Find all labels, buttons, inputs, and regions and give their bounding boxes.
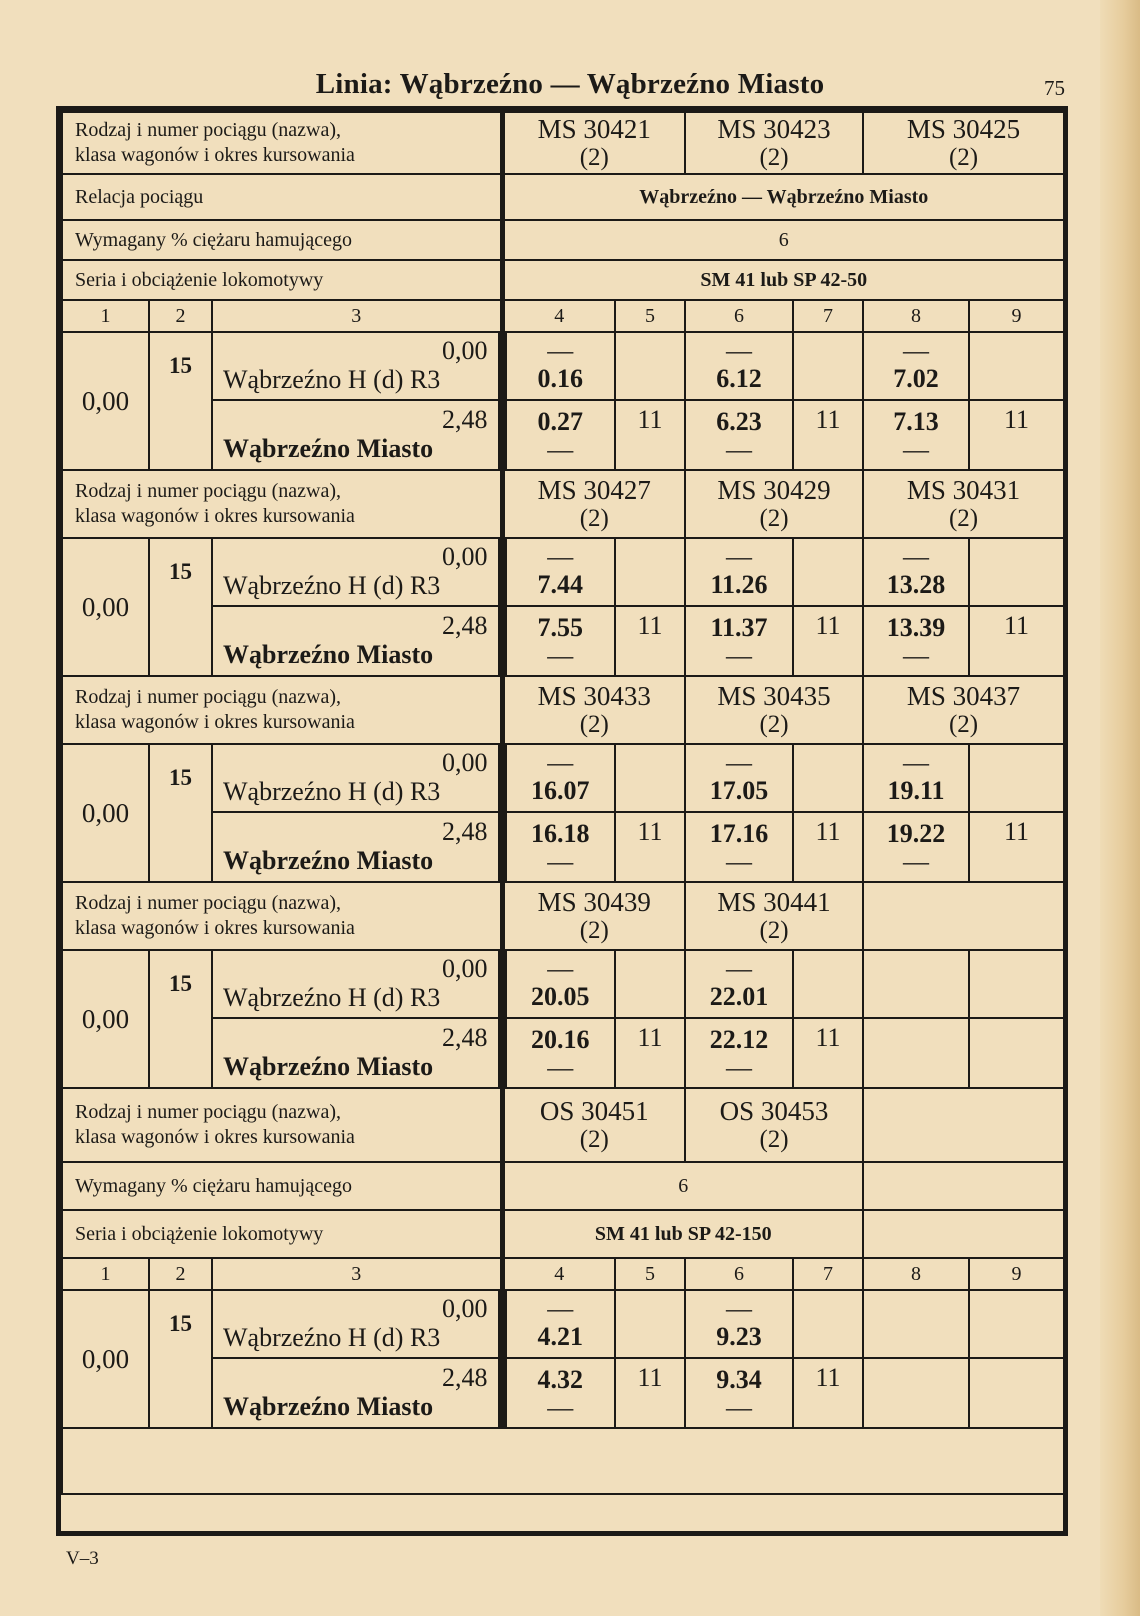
arrival-time-cell — [502, 812, 615, 882]
info-row — [62, 220, 1064, 260]
page-edge — [1100, 0, 1140, 1616]
station-origin — [212, 538, 502, 606]
train-class: (2) — [948, 711, 979, 738]
train-number-cell — [863, 676, 1064, 744]
column-number: 3 — [212, 1258, 502, 1290]
speed-limit: 15 — [149, 332, 212, 470]
dash-mark: — — [903, 641, 930, 670]
empty-cell — [863, 1210, 1064, 1258]
train-type-label — [62, 1088, 502, 1162]
station-km: 2,48 — [442, 1363, 488, 1392]
departure-time: 6.12 — [716, 364, 762, 393]
dash-mark: — — [547, 1294, 574, 1323]
departure-time-cell — [502, 950, 615, 1018]
departure-time: 7.44 — [537, 570, 584, 599]
train-class: (2) — [759, 1126, 789, 1153]
train-number: MS 30433 — [537, 681, 651, 711]
train-number-cell — [502, 882, 685, 950]
train-type-label — [62, 676, 502, 744]
train-class: (2) — [948, 144, 979, 171]
station-name: Wąbrzeźno H (d) R3 — [223, 365, 441, 394]
train-class: (2) — [579, 1126, 609, 1153]
column-number: 5 — [615, 300, 685, 332]
train-number: MS 30439 — [537, 887, 651, 917]
train-type-label-line-2: klasa wagonów i okres kursowania — [75, 917, 355, 939]
arrival-time-cell — [863, 812, 969, 882]
arrival-time: 7.13 — [893, 407, 939, 436]
dash-mark: — — [547, 748, 574, 777]
info-row — [62, 174, 1064, 220]
dash-mark: — — [726, 1053, 753, 1082]
dash-mark: — — [903, 748, 930, 777]
empty-cell — [863, 1162, 1064, 1210]
train-class: (2) — [948, 505, 979, 532]
stop-minutes: 11 — [793, 606, 863, 676]
station-name: Wąbrzeźno Miasto — [223, 846, 434, 875]
train-number: OS 30451 — [539, 1096, 649, 1126]
stop-minutes: 11 — [615, 1018, 685, 1088]
departure-time: 13.28 — [886, 570, 946, 599]
departure-time-cell — [685, 538, 793, 606]
info-label: Relacja pociągu — [62, 174, 502, 220]
column-number: 6 — [685, 300, 793, 332]
dash-mark: — — [903, 542, 930, 571]
empty-cell — [793, 332, 863, 400]
km-start: 0,00 — [62, 1290, 149, 1428]
empty-cell — [969, 1018, 1064, 1088]
dash-mark: — — [726, 641, 753, 670]
empty-cell — [969, 332, 1064, 400]
station-name: Wąbrzeźno H (d) R3 — [223, 1323, 441, 1352]
empty-cell — [969, 1290, 1064, 1358]
stop-minutes: 11 — [969, 400, 1064, 470]
km-start: 0,00 — [62, 538, 149, 676]
column-number: 6 — [685, 1258, 793, 1290]
arrival-time: 4.32 — [537, 1365, 584, 1394]
stop-minutes: 11 — [615, 812, 685, 882]
dash-mark: — — [547, 847, 574, 876]
arrival-time-cell — [685, 606, 793, 676]
train-type-label — [62, 112, 502, 174]
column-number-row — [62, 300, 1064, 332]
info-value: SM 41 lub SP 42-50 — [502, 260, 1064, 300]
page-title: Linia: Wąbrzeźno — Wąbrzeźno Miasto — [315, 68, 825, 100]
train-number: OS 30453 — [719, 1096, 829, 1126]
column-number: 8 — [863, 300, 969, 332]
station-destination — [212, 1358, 502, 1428]
train-number-cell — [685, 112, 863, 174]
train-number: MS 30421 — [537, 114, 651, 144]
station-km: 2,48 — [442, 405, 488, 434]
arrival-row — [62, 812, 1064, 882]
station-km: 2,48 — [442, 1023, 488, 1052]
arrival-time: 22.12 — [709, 1025, 769, 1054]
empty-cell — [793, 1290, 863, 1358]
station-name: Wąbrzeźno Miasto — [223, 640, 434, 669]
station-destination — [212, 400, 502, 470]
empty-cell — [863, 950, 969, 1018]
arrival-row — [62, 606, 1064, 676]
departure-time: 11.26 — [710, 570, 768, 599]
arrival-time-cell — [502, 1018, 615, 1088]
train-number: MS 30423 — [717, 114, 831, 144]
column-number: 4 — [502, 1258, 615, 1290]
info-value: Wąbrzeźno — Wąbrzeźno Miasto — [502, 174, 1064, 220]
train-type-label-line-1: Rodzaj i numer pociągu (nazwa), — [75, 1101, 342, 1123]
info-label: Seria i obciążenie lokomotywy — [62, 1210, 502, 1258]
arrival-time-cell — [863, 606, 969, 676]
arrival-time: 19.22 — [886, 819, 946, 848]
station-origin — [212, 1290, 502, 1358]
empty-cell — [615, 332, 685, 400]
dash-mark: — — [726, 748, 753, 777]
departure-time: 7.02 — [893, 364, 939, 393]
train-number-cell — [685, 470, 863, 538]
departure-time: 16.07 — [531, 776, 590, 805]
departure-time: 4.21 — [537, 1322, 584, 1351]
train-number: MS 30435 — [717, 681, 831, 711]
train-number-cell — [863, 112, 1064, 174]
dash-mark: — — [903, 847, 930, 876]
train-class: (2) — [759, 505, 789, 532]
departure-time: 19.11 — [887, 776, 945, 805]
train-type-label-line-2: klasa wagonów i okres kursowania — [75, 505, 355, 527]
station-km: 0,00 — [442, 954, 488, 983]
station-km: 0,00 — [442, 336, 488, 365]
timetable — [61, 111, 1065, 1495]
empty-cell — [615, 744, 685, 812]
speed-limit: 15 — [149, 744, 212, 882]
station-km: 0,00 — [442, 542, 488, 571]
train-number-cell — [863, 470, 1064, 538]
departure-row — [62, 744, 1064, 812]
departure-time-cell — [685, 1290, 793, 1358]
empty-cell — [793, 744, 863, 812]
arrival-time: 17.16 — [709, 819, 769, 848]
empty-cell — [615, 538, 685, 606]
station-destination — [212, 812, 502, 882]
train-class: (2) — [759, 917, 789, 944]
empty-cell — [793, 538, 863, 606]
column-number: 2 — [149, 1258, 212, 1290]
departure-time-cell — [863, 332, 969, 400]
departure-time: 0.16 — [537, 364, 584, 393]
train-number-cell — [685, 676, 863, 744]
station-name: Wąbrzeźno Miasto — [223, 434, 434, 463]
column-number-row — [62, 1258, 1064, 1290]
departure-time-cell — [502, 332, 615, 400]
departure-time: 20.05 — [531, 982, 590, 1011]
train-number-cell — [685, 882, 863, 950]
arrival-time: 7.55 — [537, 613, 584, 642]
arrival-time: 16.18 — [531, 819, 590, 848]
train-class: (2) — [579, 505, 609, 532]
arrival-time-cell — [685, 400, 793, 470]
station-name: Wąbrzeźno Miasto — [223, 1052, 434, 1081]
departure-time-cell — [502, 538, 615, 606]
station-name: Wąbrzeźno Miasto — [223, 1392, 434, 1421]
departure-time-cell — [863, 538, 969, 606]
train-type-label-line-1: Rodzaj i numer pociągu (nazwa), — [75, 480, 342, 502]
empty-cell — [969, 1358, 1064, 1428]
train-class: (2) — [759, 711, 789, 738]
stop-minutes: 11 — [969, 606, 1064, 676]
dash-mark: — — [547, 1393, 574, 1422]
train-type-label — [62, 470, 502, 538]
train-type-label-line-1: Rodzaj i numer pociągu (nazwa), — [75, 119, 342, 141]
column-number: 4 — [502, 300, 615, 332]
arrival-time-cell — [685, 1358, 793, 1428]
dash-mark: — — [903, 435, 930, 464]
departure-time-cell — [502, 1290, 615, 1358]
train-header-row — [62, 882, 1064, 950]
km-start: 0,00 — [62, 950, 149, 1088]
stop-minutes: 11 — [793, 1358, 863, 1428]
empty-cell — [863, 1088, 1064, 1162]
dash-mark: — — [547, 954, 574, 983]
arrival-time-cell — [502, 606, 615, 676]
train-type-label-line-2: klasa wagonów i okres kursowania — [75, 1126, 355, 1148]
station-km: 0,00 — [442, 748, 488, 777]
empty-cell — [863, 1018, 969, 1088]
empty-cell — [615, 1290, 685, 1358]
info-row — [62, 1210, 1064, 1258]
empty-cell — [863, 1358, 969, 1428]
station-destination — [212, 1018, 502, 1088]
dash-mark: — — [726, 542, 753, 571]
column-number: 8 — [863, 1258, 969, 1290]
arrival-time-cell — [502, 1358, 615, 1428]
train-number: MS 30427 — [537, 475, 651, 505]
empty-cell — [969, 744, 1064, 812]
footer-mark: V–3 — [66, 1548, 99, 1569]
arrival-time: 9.34 — [716, 1365, 762, 1394]
train-header-row — [62, 1088, 1064, 1162]
train-type-label-line-1: Rodzaj i numer pociągu (nazwa), — [75, 686, 342, 708]
dash-mark: — — [547, 542, 574, 571]
train-type-label-line-2: klasa wagonów i okres kursowania — [75, 144, 355, 166]
train-header-row — [62, 112, 1064, 174]
arrival-time-cell — [502, 400, 615, 470]
station-name: Wąbrzeźno H (d) R3 — [223, 571, 441, 600]
stop-minutes: 11 — [969, 812, 1064, 882]
arrival-time: 20.16 — [531, 1025, 590, 1054]
train-type-label-line-2: klasa wagonów i okres kursowania — [75, 711, 355, 733]
arrival-time: 0.27 — [537, 407, 584, 436]
column-number: 7 — [793, 1258, 863, 1290]
station-destination — [212, 606, 502, 676]
stop-minutes: 11 — [615, 1358, 685, 1428]
column-number: 9 — [969, 1258, 1064, 1290]
station-name: Wąbrzeźno H (d) R3 — [223, 777, 441, 806]
station-origin — [212, 744, 502, 812]
dash-mark: — — [726, 336, 753, 365]
train-header-row — [62, 676, 1064, 744]
stop-minutes: 11 — [793, 1018, 863, 1088]
departure-row — [62, 538, 1064, 606]
column-number: 2 — [149, 300, 212, 332]
train-class: (2) — [579, 917, 609, 944]
station-origin — [212, 332, 502, 400]
departure-time-cell — [685, 744, 793, 812]
km-start: 0,00 — [62, 744, 149, 882]
station-km: 2,48 — [442, 817, 488, 846]
departure-row — [62, 332, 1064, 400]
departure-time-cell — [685, 950, 793, 1018]
station-km: 2,48 — [442, 611, 488, 640]
train-number: MS 30429 — [717, 475, 831, 505]
train-number: MS 30431 — [906, 475, 1021, 505]
train-header-row — [62, 470, 1064, 538]
arrival-time: 11.37 — [710, 613, 768, 642]
stop-minutes: 11 — [793, 400, 863, 470]
info-row — [62, 260, 1064, 300]
train-class: (2) — [579, 711, 609, 738]
stop-minutes: 11 — [615, 606, 685, 676]
departure-time: 22.01 — [709, 982, 769, 1011]
empty-cell — [615, 950, 685, 1018]
km-start: 0,00 — [62, 332, 149, 470]
departure-time-cell — [685, 332, 793, 400]
column-number: 1 — [62, 1258, 149, 1290]
departure-time-cell — [863, 744, 969, 812]
arrival-time-cell — [685, 812, 793, 882]
stop-minutes: 11 — [793, 812, 863, 882]
stop-minutes: 11 — [615, 400, 685, 470]
info-label: Wymagany % ciężaru hamującego — [62, 220, 502, 260]
train-class: (2) — [759, 144, 789, 171]
train-number-cell — [502, 1088, 685, 1162]
speed-limit: 15 — [149, 1290, 212, 1428]
arrival-time-cell — [863, 400, 969, 470]
info-row — [62, 1162, 1064, 1210]
empty-cell — [863, 1290, 969, 1358]
train-number-cell — [502, 112, 685, 174]
departure-row — [62, 1290, 1064, 1358]
dash-mark: — — [726, 1393, 753, 1422]
blank-row — [62, 1428, 1064, 1494]
column-number: 3 — [212, 300, 502, 332]
arrival-row — [62, 400, 1064, 470]
departure-row — [62, 950, 1064, 1018]
dash-mark: — — [726, 954, 753, 983]
arrival-row — [62, 1358, 1064, 1428]
speed-limit: 15 — [149, 950, 212, 1088]
column-number: 7 — [793, 300, 863, 332]
dash-mark: — — [547, 641, 574, 670]
column-number: 9 — [969, 300, 1064, 332]
info-value: SM 41 lub SP 42-150 — [502, 1210, 863, 1258]
column-number: 5 — [615, 1258, 685, 1290]
empty-cell — [793, 950, 863, 1018]
dash-mark: — — [547, 435, 574, 464]
info-label: Wymagany % ciężaru hamującego — [62, 1162, 502, 1210]
departure-time: 9.23 — [716, 1322, 762, 1351]
train-number: MS 30441 — [717, 887, 831, 917]
page-number: 75 — [1044, 76, 1065, 100]
info-value: 6 — [502, 220, 1064, 260]
departure-time-cell — [502, 744, 615, 812]
station-km: 0,00 — [442, 1294, 488, 1323]
arrival-time: 13.39 — [886, 613, 946, 642]
empty-cell — [969, 950, 1064, 1018]
station-origin — [212, 950, 502, 1018]
dash-mark: — — [903, 336, 930, 365]
dash-mark: — — [547, 336, 574, 365]
train-type-label-line-1: Rodzaj i numer pociągu (nazwa), — [75, 892, 342, 914]
dash-mark: — — [726, 847, 753, 876]
arrival-time-cell — [685, 1018, 793, 1088]
train-number: MS 30425 — [906, 114, 1021, 144]
train-number-cell — [685, 1088, 863, 1162]
info-label: Seria i obciążenie lokomotywy — [62, 260, 502, 300]
arrival-time: 6.23 — [716, 407, 762, 436]
arrival-row — [62, 1018, 1064, 1088]
dash-mark: — — [726, 435, 753, 464]
empty-cell — [62, 1428, 1064, 1494]
station-name: Wąbrzeźno H (d) R3 — [223, 983, 441, 1012]
info-value: 6 — [502, 1162, 863, 1210]
dash-mark: — — [547, 1053, 574, 1082]
train-class: (2) — [579, 144, 609, 171]
speed-limit: 15 — [149, 538, 212, 676]
train-number-cell — [502, 676, 685, 744]
column-number: 1 — [62, 300, 149, 332]
train-type-label — [62, 882, 502, 950]
dash-mark: — — [726, 1294, 753, 1323]
train-number: MS 30437 — [906, 681, 1021, 711]
train-number-cell — [502, 470, 685, 538]
empty-cell — [969, 538, 1064, 606]
departure-time: 17.05 — [709, 776, 769, 805]
empty-cell — [863, 882, 1064, 950]
